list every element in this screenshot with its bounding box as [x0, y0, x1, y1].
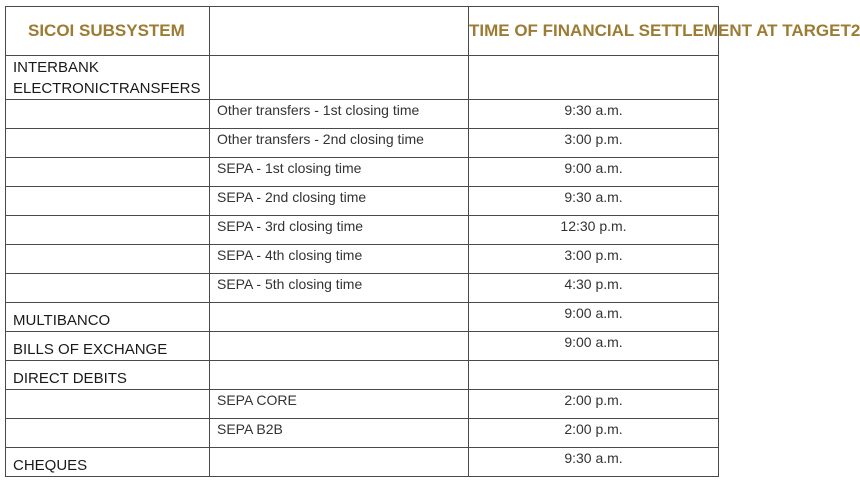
settlement-schedule-table: [5, 6, 860, 477]
subsystem-cell: MULTIBANCO: [6, 303, 210, 332]
detail-cell: SEPA - 5th closing time: [210, 274, 469, 303]
detail-cell: [210, 56, 469, 100]
table-row: [6, 129, 719, 158]
time-cell: 9:30 a.m.: [469, 187, 719, 216]
detail-cell: Other transfers - 2nd closing time: [210, 129, 469, 158]
detail-cell: SEPA B2B: [210, 419, 469, 448]
header-detail: [210, 7, 469, 56]
table-row: [6, 332, 719, 361]
table-row: [6, 216, 719, 245]
detail-cell: SEPA CORE: [210, 390, 469, 419]
time-cell: 2:00 p.m.: [469, 419, 719, 448]
time-cell: [469, 361, 719, 390]
subsystem-cell: [6, 158, 210, 187]
detail-cell: [210, 361, 469, 390]
subsystem-cell: [6, 390, 210, 419]
subsystem-cell: [6, 129, 210, 158]
table-row: [6, 448, 719, 477]
subsystem-cell: CHEQUES: [6, 448, 210, 477]
detail-cell: SEPA - 4th closing time: [210, 245, 469, 274]
detail-cell: SEPA - 3rd closing time: [210, 216, 469, 245]
header-subsystem: SICOI SUBSYSTEM: [6, 7, 210, 56]
detail-cell: SEPA - 1st closing time: [210, 158, 469, 187]
subsystem-cell: DIRECT DEBITS: [6, 361, 210, 390]
time-cell: 9:00 a.m.: [469, 158, 719, 187]
detail-cell: SEPA - 2nd closing time: [210, 187, 469, 216]
table-row: [6, 56, 719, 100]
table-row: [6, 361, 719, 390]
subsystem-cell: [6, 419, 210, 448]
subsystem-cell: [6, 100, 210, 129]
detail-cell: [210, 448, 469, 477]
time-cell: 2:00 p.m.: [469, 390, 719, 419]
header-settlement-time: TIME OF FINANCIAL SETTLEMENT AT TARGET2: [469, 7, 719, 56]
time-cell: 9:30 a.m.: [469, 448, 719, 477]
table-row: [6, 419, 719, 448]
subsystem-cell: [6, 187, 210, 216]
time-cell: 9:30 a.m.: [469, 100, 719, 129]
table-row: [6, 245, 719, 274]
detail-cell: [210, 332, 469, 361]
time-cell: 9:00 a.m.: [469, 303, 719, 332]
subsystem-cell: [6, 274, 210, 303]
table-row: [6, 390, 719, 419]
table-row: [6, 303, 719, 332]
table-row: [6, 274, 719, 303]
detail-cell: [210, 303, 469, 332]
subsystem-cell: [6, 245, 210, 274]
header-row: [6, 7, 719, 56]
time-cell: 12:30 p.m.: [469, 216, 719, 245]
time-cell: [469, 56, 719, 100]
time-cell: 9:00 a.m.: [469, 332, 719, 361]
table-row: [6, 158, 719, 187]
time-cell: 3:00 p.m.: [469, 245, 719, 274]
subsystem-cell: INTERBANK ELECTRONICTRANSFERS: [6, 56, 210, 100]
table-row: [6, 187, 719, 216]
subsystem-cell: BILLS OF EXCHANGE: [6, 332, 210, 361]
table-row: [6, 100, 719, 129]
subsystem-cell: [6, 216, 210, 245]
detail-cell: Other transfers - 1st closing time: [210, 100, 469, 129]
time-cell: 3:00 p.m.: [469, 129, 719, 158]
time-cell: 4:30 p.m.: [469, 274, 719, 303]
